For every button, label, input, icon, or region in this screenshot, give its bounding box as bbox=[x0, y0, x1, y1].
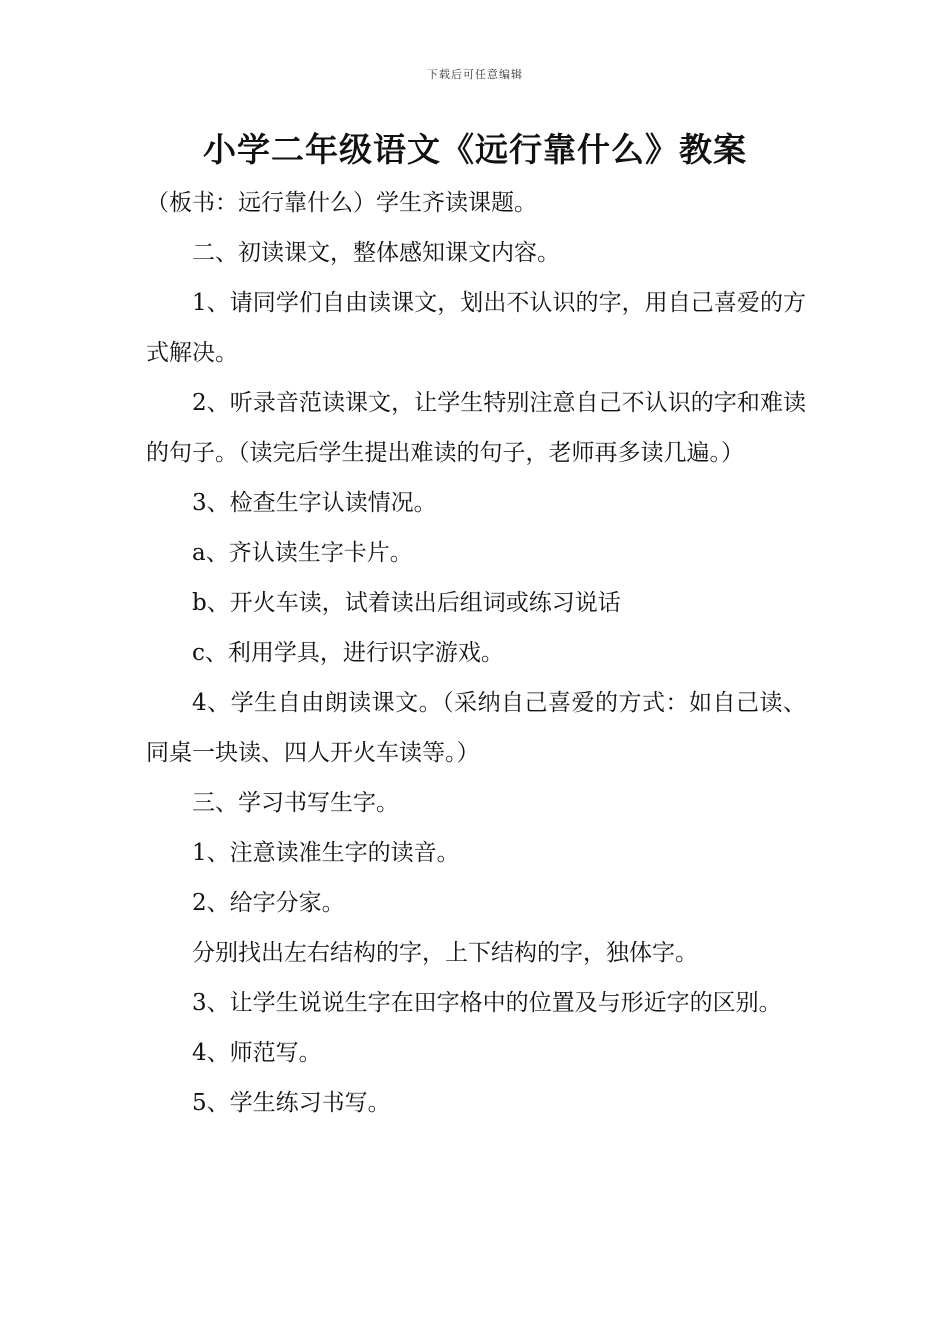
paragraph-section-two-heading: 二、初读课文，整体感知课文内容。 bbox=[192, 240, 560, 266]
paragraph-step-3: 3、检查生字认读情况。 bbox=[192, 490, 437, 516]
paragraph-step-3a: a、齐认读生字卡片。 bbox=[192, 540, 413, 566]
paragraph-step-3c: c、利用学具，进行识字游戏。 bbox=[192, 640, 504, 666]
paragraph-writing-step-4: 4、师范写。 bbox=[192, 1040, 322, 1066]
document-title: 小学二年级语文《远行靠什么》教案 bbox=[203, 130, 747, 169]
paragraph-writing-step-3: 3、让学生说说生字在田字格中的位置及与形近字的区别。 bbox=[192, 990, 782, 1016]
paragraph-step-4: 4、学生自由朗读课文。（采纳自己喜爱的方式：如自己读、同桌一块读、四人开火车读等。） bbox=[146, 690, 806, 766]
document-body bbox=[146, 178, 806, 1128]
paragraph-blackboard-note: （板书：远行靠什么）学生齐读课题。 bbox=[146, 190, 537, 216]
paragraph-step-1: 1、请同学们自由读课文，划出不认识的字，用自己喜爱的方式解决。 bbox=[146, 290, 806, 366]
paragraph-writing-step-2: 2、给字分家。 bbox=[192, 890, 345, 916]
paragraph-writing-step-2-detail: 分别找出左右结构的字，上下结构的字，独体字。 bbox=[192, 940, 698, 966]
page-header-note: 下载后可任意编辑 bbox=[427, 68, 523, 81]
paragraph-writing-step-1: 1、注意读准生字的读音。 bbox=[192, 840, 460, 866]
paragraph-step-2: 2、听录音范读课文，让学生特别注意自己不认识的字和难读的句子。（读完后学生提出难读的句子，老师再多读几遍。） bbox=[146, 390, 806, 466]
paragraph-step-3b: b、开火车读，试着读出后组词或练习说话 bbox=[192, 590, 621, 616]
paragraph-section-three-heading: 三、学习书写生字。 bbox=[192, 790, 399, 816]
paragraph-writing-step-5: 5、学生练习书写。 bbox=[192, 1090, 391, 1116]
